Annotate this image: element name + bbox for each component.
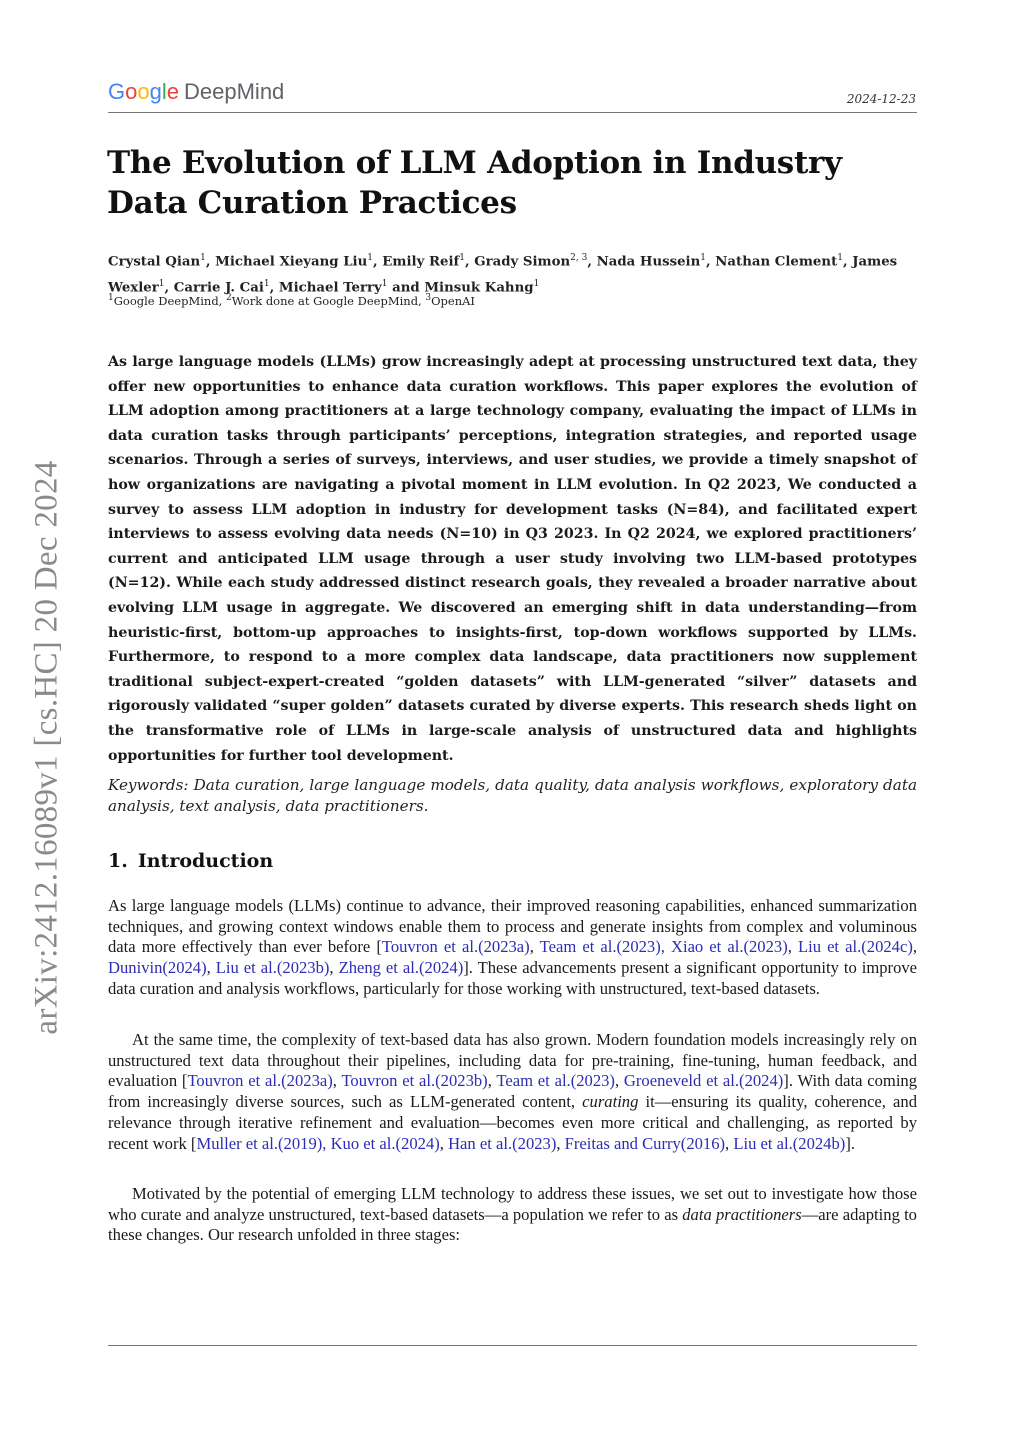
paragraph-text: As large language models (LLMs) continue to advance, their improved reasoning capabilities, enhanced summarization techniques, and growing context windows enable them to process and generate insights from complex and voluminous data more effectively than ever before [ xyxy=(108,896,917,957)
author-name: Grady Simon xyxy=(474,254,571,270)
citation-link[interactable]: Han et al.(2023) xyxy=(448,1133,557,1153)
author-affiliation-mark: 1 xyxy=(837,253,843,263)
author-name: Nathan Clement xyxy=(715,254,838,270)
author-affiliation-mark: 1 xyxy=(700,253,707,263)
paragraph-text: , xyxy=(439,1133,449,1153)
section-number: 1. xyxy=(108,850,128,872)
author-name: Michael Xieyang Liu xyxy=(215,254,368,270)
author-affiliation-mark: 1 xyxy=(533,279,540,290)
author-name: Nada Hussein xyxy=(596,254,701,270)
author-name: Minsuk Kahng xyxy=(424,280,534,296)
arxiv-side-identifier xyxy=(30,445,64,1050)
paper-title: The Evolution of LLM Adoption in Industry Data Curation Practices xyxy=(107,145,842,221)
affiliation-mark: 2 xyxy=(226,293,232,303)
citation-link[interactable]: Liu et al.(2024b) xyxy=(733,1133,846,1153)
citation-link[interactable]: Muller et al.(2019), Kuo et al.(2024) xyxy=(196,1133,440,1153)
affiliation-name: OpenAI xyxy=(431,293,475,308)
citation-link[interactable]: Freitas and Curry(2016) xyxy=(564,1133,726,1153)
paragraph-text: , xyxy=(529,937,540,957)
affiliation-name: Google DeepMind, xyxy=(113,293,226,308)
paragraph-text: , xyxy=(206,958,216,978)
author-name: Carrie J. Cai xyxy=(173,280,264,296)
citation-link[interactable]: Touvron et al.(2023b) xyxy=(341,1071,488,1091)
author-affiliation-mark: 1 xyxy=(200,253,206,263)
paragraph-text: , xyxy=(487,1071,497,1091)
paragraph-text: ]. With data coming from increasingly diverse sources, such as LLM-generated content, xyxy=(108,1071,918,1112)
section-title: Introduction xyxy=(137,850,274,872)
paragraph-text: , xyxy=(725,1133,734,1153)
intro-paragraph xyxy=(108,896,917,1000)
author-affiliation-mark: 1 xyxy=(459,253,465,263)
author-name: Michael Terry xyxy=(278,280,382,296)
logo-letter: l xyxy=(161,79,167,104)
publication-date: 2024-12-23 xyxy=(846,92,916,106)
paragraph-text: , xyxy=(614,1071,624,1091)
logo-letter: G xyxy=(108,79,126,104)
paragraph-text: —are adapting to these changes. Our research unfolded in three stages: xyxy=(108,1204,917,1245)
emphasis-text: curating xyxy=(582,1092,639,1112)
author-affiliation-mark: 1 xyxy=(263,279,270,290)
author-name: Emily Reif xyxy=(382,254,460,270)
paragraph-text: , xyxy=(329,958,339,978)
author-affiliation-mark: 1 xyxy=(381,279,388,290)
paragraph-text: , xyxy=(332,1071,342,1091)
paragraph-text: , xyxy=(912,937,918,957)
arxiv-id-text: arXiv:2412.16089v1 [cs.HC] 20 Dec 2024 xyxy=(28,460,65,1035)
paragraph-text: ]. xyxy=(845,1133,855,1153)
keywords: Keywords: Data curation, large language models, data quality, data analysis workflows, exploratory data analysis, text analysis, data practitioners. xyxy=(108,776,917,815)
author-name: Crystal Qian xyxy=(108,254,201,270)
logo-letter: e xyxy=(166,79,180,104)
intro-paragraph xyxy=(108,1184,917,1246)
author-name: James Wexler xyxy=(108,254,898,296)
citation-link[interactable]: Touvron et al.(2023a) xyxy=(187,1071,333,1091)
author-affiliation-mark: 2, 3 xyxy=(570,253,588,263)
logo-letter: g xyxy=(149,79,162,104)
logo-deepmind-text: DeepMind xyxy=(184,79,285,104)
citation-link[interactable]: Groeneveld et al.(2024) xyxy=(623,1071,784,1091)
citation-link[interactable]: Dunivin(2024) xyxy=(108,958,207,978)
section-heading-introduction xyxy=(108,850,273,872)
citation-link[interactable]: Liu et al.(2024c) xyxy=(797,937,913,957)
affiliation-mark: 3 xyxy=(425,293,432,303)
author-affiliation-mark: 1 xyxy=(158,279,165,290)
affiliation-name: Work done at Google DeepMind, xyxy=(231,293,426,308)
intro-paragraph xyxy=(108,1030,917,1154)
citation-link[interactable]: Team et al.(2023) xyxy=(496,1071,615,1091)
author-affiliation-mark: 1 xyxy=(367,253,374,263)
citation-link[interactable]: Zheng et al.(2024) xyxy=(338,958,464,978)
header-rule xyxy=(108,112,917,113)
citation-link[interactable]: Touvron et al.(2023a) xyxy=(381,937,530,957)
affiliations xyxy=(108,293,917,308)
affiliation-mark: 1 xyxy=(108,293,114,303)
logo-letter: o xyxy=(125,79,138,104)
emphasis-text: data practitioners xyxy=(682,1204,802,1224)
citation-link[interactable]: Team et al.(2023), Xiao et al.(2023) xyxy=(539,937,788,957)
citation-link[interactable]: Liu et al.(2023b) xyxy=(215,958,330,978)
paragraph-text: At the same time, the complexity of text-based data has also grown. Modern foundation models increasingly rely on unstructured text data throughout their pipelines, including data for pre-training, fine-tuning, human feedback, and evaluation [ xyxy=(108,1030,917,1091)
logo-letter: o xyxy=(137,79,150,104)
paragraph-text: , xyxy=(787,937,798,957)
google-deepmind-logo xyxy=(108,79,284,109)
author-list: Crystal Qian$^1$, Michael Xieyang Liu$^1$, Emily Reif$^1$, Grady Simon$^{2, 3}$, Nada Hussein$^1$, Nathan Clement$^1$, James Wexler$^1$, Carrie J. Cai$^1$, Michael Terry$^1$ and Minsuk Kahng$^1$ xyxy=(108,253,898,296)
footer-rule xyxy=(108,1345,917,1346)
paragraph-text: , xyxy=(556,1133,565,1153)
paragraph-text: Motivated by the potential of emerging LLM technology to address these issues, we set out to investigate how those who curate and analyze unstructured, text-based datasets—a population we refer to as xyxy=(108,1184,917,1224)
abstract: As large language models (LLMs) grow increasingly adept at processing unstructured text data, they offer new opportunities to enhance data curation workflows. This paper explores the evolution of LLM adoption among practitioners at a large technology company, evaluating the impact of LLMs in data curation tasks through participants’ perceptions, integration strategies, and reported usage scenarios. Through a series of surveys, interviews, and user studies, we provide a timely snapshot of how organizations are navigating a pivotal moment in LLM evolution. In Q2 2023, We conducted a survey to assess LLM adoption in industry for development tasks (N=84), and facilitated expert interviews to assess evolving data needs (N=10) in Q3 2023. In Q2 2024, we explored practitioners’ current and anticipated LLM usage through a user study involving two LLM-based prototypes (N=12). While each study addressed distinct research goals, they revealed a broader narrative about evolving LLM usage in aggregate. We discovered an emerging shift in data understanding—from heuristic-first, bottom-up approaches to insights-first, top-down workflows supported by LLMs. Furthermore, to respond to a more complex data landscape, data practitioners now supplement traditional subject-expert-created “golden datasets” with LLM-generated “silver” datasets and rigorously validated “super golden” datasets curated by diverse experts. This research sheds light on the transformative role of LLMs in large-scale analysis of unstructured data and highlights opportunities for further tool development. xyxy=(108,354,917,764)
paragraph-text: ]. These advancements present a significant opportunity to improve data curation and analysis workflows, particularly for those working with unstructured, text-based datasets. xyxy=(108,958,918,998)
paragraph-text: it—ensuring its quality, coherence, and relevance through iterative refinement and evaluation—becomes even more critical and challenging, as reported by recent work [ xyxy=(108,1092,917,1153)
